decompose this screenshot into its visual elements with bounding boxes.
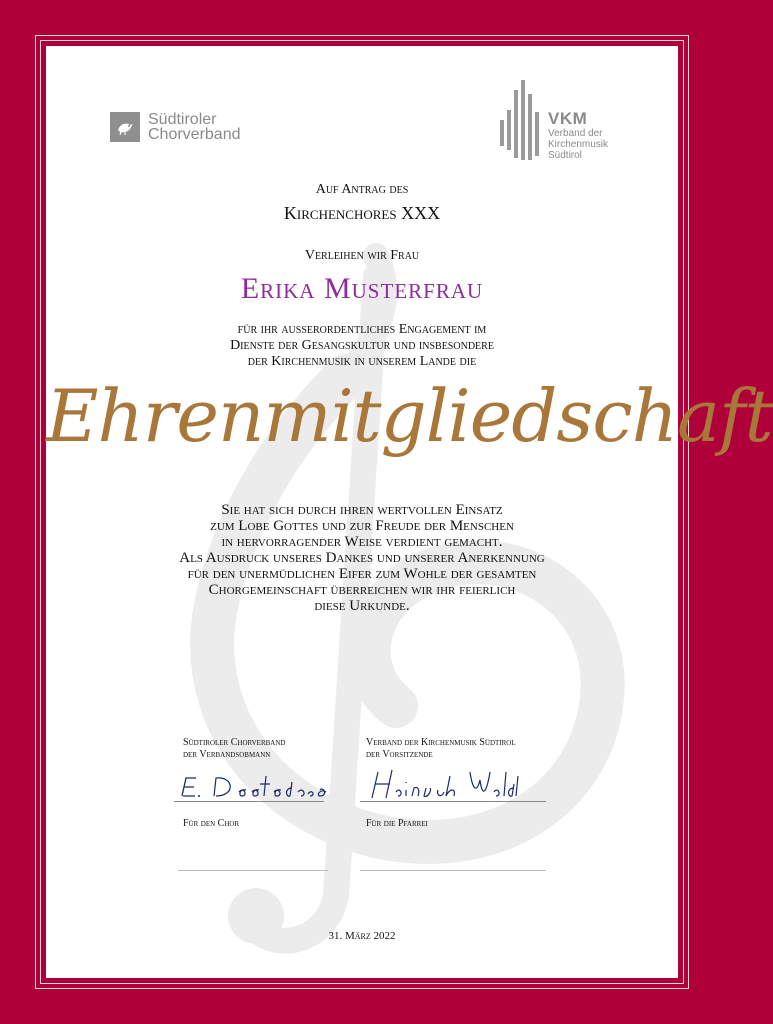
reason-text (46, 322, 678, 370)
body-line: für den unermüdlichen Eifer zum Wohle der gesamten (187, 566, 537, 582)
reason-line: Dienste der Gesangskultur und insbesondere (230, 338, 494, 353)
header-line3: Verleihen wir Frau (304, 248, 420, 263)
signature-left-role: der Verbandsobmann (183, 749, 271, 760)
signature-right-org: Verband der Kirchenmusik Südtirol (366, 737, 516, 748)
body-line: Als Ausdruck unseres Dankes und unserer Anerkennung (179, 550, 545, 566)
signature-right-role: der Vorsitzende (366, 749, 433, 760)
bird-icon (110, 112, 140, 142)
logo-right-title: VKM (548, 109, 588, 128)
logo-right-line1: Verband der (548, 128, 603, 139)
signature-right-label (366, 737, 516, 761)
body-line: Chorgemeinschaft überreichen wir ihr feierlich (208, 582, 516, 598)
header-line2: Kirchenchores XXX (283, 203, 441, 223)
body-text (46, 502, 678, 614)
signature-right-line (360, 801, 546, 802)
signature-left-label (183, 737, 285, 761)
signature-parish-line (360, 870, 546, 871)
certificate-date: 31. März 2022 (328, 930, 396, 942)
signature-choir-label: Für den Chor (183, 818, 240, 829)
recipient-name: Erika Musterfrau (240, 272, 484, 305)
logo-left-line2: Chorverband (148, 126, 241, 143)
body-line: Sie hat sich durch ihren wertvollen Einsatz (221, 502, 503, 518)
signature-left-image (174, 766, 334, 802)
signature-parish-label: Für die Pfarrei (366, 818, 428, 829)
signature-left-org: Südtiroler Chorverband (183, 737, 286, 748)
certificate-paper (46, 46, 773, 978)
body-line: diese Urkunde. (314, 598, 410, 614)
body-line: in hervorragender Weise verdient gemacht. (221, 534, 503, 550)
reason-line: der Kirchenmusik in unserem Lande die (247, 354, 477, 369)
signature-choir-line (178, 870, 328, 871)
reason-line: für ihr außerordentliches Engagement im (237, 322, 487, 337)
signature-left-line (174, 801, 324, 802)
organ-pipes-icon (498, 80, 540, 164)
signature-right-image (364, 766, 524, 802)
logo-right-line2: Kirchenmusik (548, 139, 609, 150)
logo-right-line3: Südtirol (548, 150, 582, 161)
award-title: Ehrenmitgliedschaft (46, 374, 773, 458)
header-line1: Auf Antrag des (315, 182, 409, 197)
suedtiroler-chorverband-logo (110, 112, 241, 142)
vkm-logo (498, 80, 608, 164)
logo-left-line1: Südtiroler (148, 111, 217, 128)
body-line: zum Lobe Gottes und zur Freude der Menschen (210, 518, 514, 534)
